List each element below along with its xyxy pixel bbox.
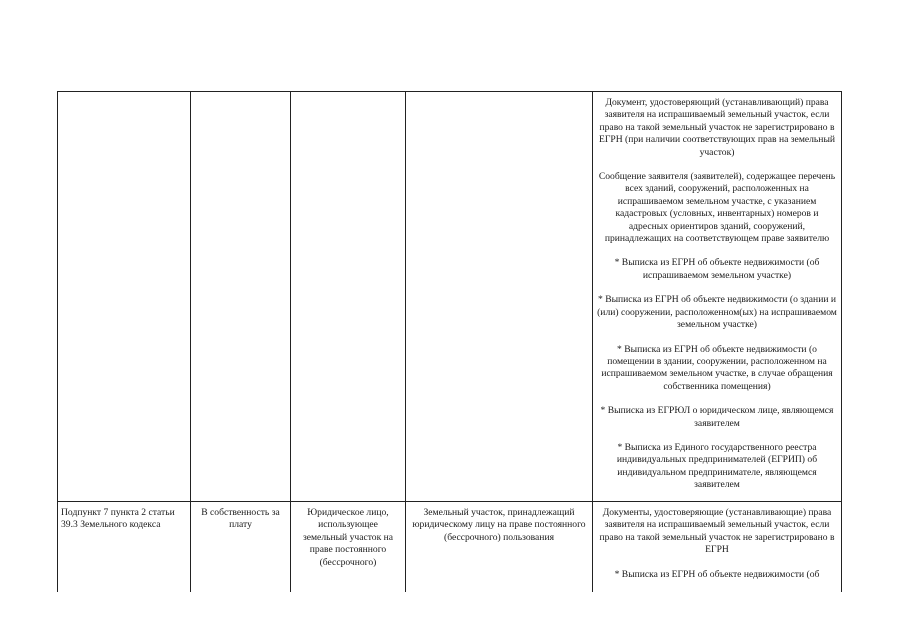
document-item: * Выписка из Единого государственного реестра индивидуальных предпринимателей (ЕГРИП) об индивидуальном предпринимателе, являющемся заявителем <box>616 441 818 491</box>
applicant-cell <box>291 502 406 593</box>
land-documents-table <box>57 91 842 592</box>
document-item: Документы, удостоверяющие (устанавливающие) права заявителя на испрашиваемый земельный участок, если право на такой земельный участок не зарегистрировано в ЕГРН <box>599 507 835 556</box>
document-item: * Выписка из ЕГРН об объекте недвижимости (о здании и (или) сооружении, расположенном(ых) на испрашиваемом земельном участке) <box>597 294 837 331</box>
document-item: Документ, удостоверяющий (устанавливающий) права заявителя на испрашиваемый земельный участок, если право на такой земельный участок не зарегистрировано в ЕГРН (при наличии соответствующих прав на земельный участок) <box>598 97 836 158</box>
applicant-text: Юридическое лицо, использующее земельный участок на праве постоянного (бессрочного) <box>302 507 394 568</box>
applicant-cell <box>291 92 406 502</box>
document-item: * Выписка из ЕГРН об объекте недвижимости (об <box>614 568 820 580</box>
document-item: Сообщение заявителя (заявителей), содержащее перечень всех зданий, сооружений, расположенных на испрашиваемом земельном участке, с указанием кадастровых (условных, инвентарных) номеров и адресных ориентиров зданий, сооружений, принадлежащих на соответствующем праве заявителю <box>598 171 836 245</box>
document-item: * Выписка из ЕГРН об объекте недвижимости (об испрашиваемом земельном участке) <box>614 257 820 281</box>
basis-text: Подпункт 7 пункта 2 статьи 39.3 Земельного кодекса <box>61 507 175 531</box>
table-row <box>58 502 842 593</box>
land-plot-cell <box>406 502 593 593</box>
document-item: * Выписка из ЕГРЮЛ о юридическом лице, являющемся заявителем <box>600 405 834 429</box>
table-row <box>58 92 842 502</box>
basis-cell <box>58 92 191 502</box>
right-type-cell <box>191 92 291 502</box>
right-type-text: В собственность за плату <box>201 507 280 531</box>
land-plot-text: Земельный участок, принадлежащий юридическому лицу на праве постоянного (бессрочного) пользования <box>412 507 586 543</box>
documents-cell <box>593 92 842 502</box>
right-type-cell <box>191 502 291 593</box>
land-plot-cell <box>406 92 593 502</box>
documents-cell <box>593 502 842 593</box>
document-item: * Выписка из ЕГРН об объекте недвижимости (о помещении в здании, сооружении, расположенном на испрашиваемом земельном участке, в случае обращения собственника помещения) <box>601 343 833 392</box>
basis-cell <box>58 502 191 593</box>
